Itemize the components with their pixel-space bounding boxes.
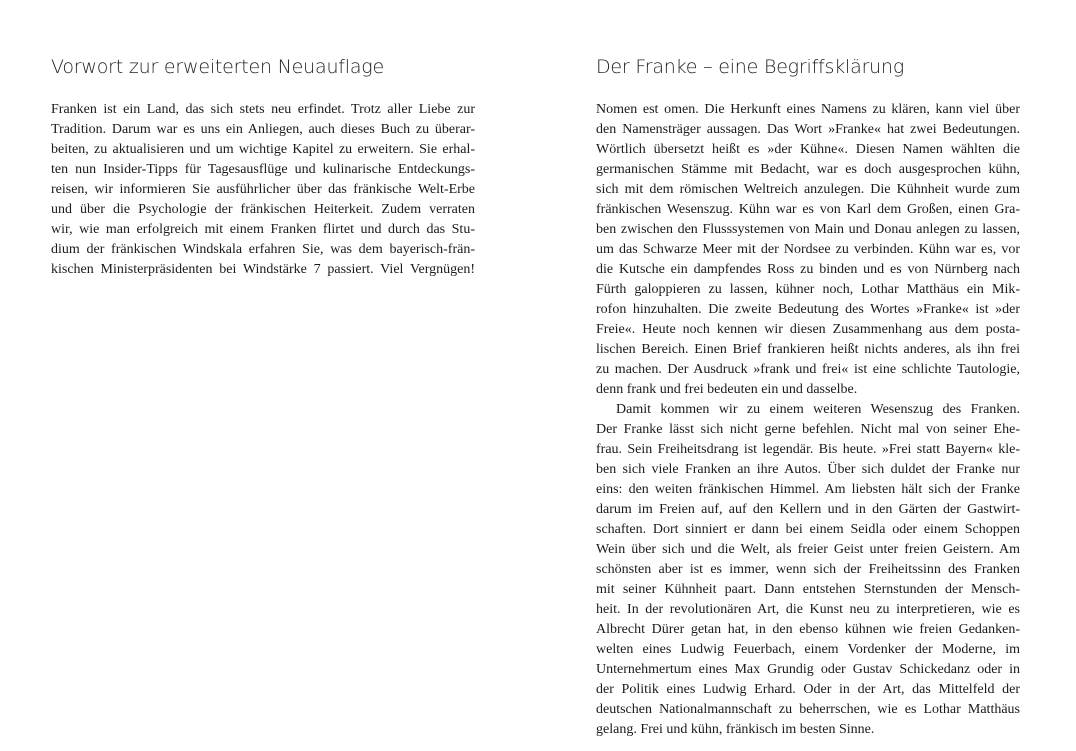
left-page-body: [51, 100, 475, 280]
text-line: germanischen Stämme mit Bedacht, war es doch ausgesprochen kühn,: [596, 162, 1020, 177]
paragraph: [51, 100, 475, 280]
text-line: Albrecht Dürer getan hat, in den ebenso kühnen wie freien Gedanken-: [596, 622, 1020, 637]
paragraph: [596, 100, 1020, 400]
text-line: schaften. Dort sinniert er dann bei einem Seidla oder einem Schoppen: [596, 522, 1020, 537]
text-line: denn frank und frei bedeuten ein und dasselbe.: [596, 382, 858, 397]
text-line: gelang. Frei und kühn, fränkisch im besten Sinne.: [596, 722, 875, 737]
text-line: darum im Freien auf, auf den Kellern und in den Gärten der Gastwirt-: [596, 502, 1020, 517]
right-page-heading: Der Franke – eine Begriffsklärung: [596, 56, 905, 78]
text-line: kischen Ministerpräsidenten bei Windstärke 7 passiert. Viel Vergnügen!: [51, 262, 475, 277]
text-line: fränkischen Wesenszug. Kühn war es von Karl dem Großen, einen Gra-: [596, 202, 1020, 217]
text-line: wir, wie man erfolgreich mit einem Franken flirtet und durch das Stu-: [51, 222, 475, 237]
text-line: Damit kommen wir zu einem weiteren Wesenszug des Franken.: [616, 402, 1020, 417]
text-line: schönsten aber ist es immer, wenn sich der Freiheitssinn des Franken: [596, 562, 1020, 577]
paragraph: [596, 400, 1020, 740]
text-line: Wörtlich übersetzt heißt es »der Kühne«. Diesen Namen wählten die: [596, 142, 1020, 157]
text-line: Freie«. Heute noch kennen wir diesen Zusammenhang aus dem posta-: [596, 322, 1020, 337]
left-page-heading: Vorwort zur erweiterten Neuauflage: [51, 56, 385, 78]
text-line: welten eines Ludwig Feuerbach, einem Vordenker der Moderne, im: [596, 642, 1020, 657]
text-line: beiten, zu aktualisieren und um wichtige Kapitel zu erweitern. Sie erhal-: [51, 142, 475, 157]
text-line: die Kutsche ein dampfendes Ross zu binden und es von Nürnberg nach: [596, 262, 1020, 277]
text-line: ben zwischen den Flusssystemen von Main und Donau anlegen zu lassen,: [596, 222, 1020, 237]
text-line: den Namensträger aussagen. Das Wort »Franke« hat zwei Bedeutungen.: [596, 122, 1020, 137]
right-page-body: [596, 100, 1020, 740]
text-line: frau. Sein Freiheitsdrang ist legendär. Bis heute. »Frei statt Bayern« kle-: [596, 442, 1020, 457]
text-line: um das Schwarze Meer mit der Nordsee zu verbinden. Kühn war es, vor: [596, 242, 1020, 257]
text-line: Franken ist ein Land, das sich stets neu erfindet. Trotz aller Liebe zur: [51, 102, 475, 117]
text-line: deutschen Nationalmannschaft zu beherrschen, wie es Lothar Matthäus: [596, 702, 1020, 717]
text-line: heit. In der revolutionären Art, die Kunst neu zu interpretieren, wie es: [596, 602, 1020, 617]
text-line: reisen, wir informieren Sie ausführlicher über das fränkische Welt-Erbe: [51, 182, 475, 197]
text-line: Nomen est omen. Die Herkunft eines Namens zu klären, kann viel über: [596, 102, 1020, 117]
text-line: sich mit dem römischen Weltreich anzulegen. Die Kühnheit wurde zum: [596, 182, 1020, 197]
text-line: ben sich viele Franken an ihre Autos. Über sich duldet der Franke nur: [596, 462, 1020, 477]
text-line: Fürth galoppieren zu lassen, kühner noch, Lothar Matthäus ein Mik-: [596, 282, 1020, 297]
text-line: lischen Bereich. Einen Brief frankieren heißt nichts anderes, als ihn frei: [596, 342, 1020, 357]
text-line: eins: den weiten fränkischen Himmel. Am liebsten hält sich der Franke: [596, 482, 1020, 497]
text-line: mit seiner Kühnheit paart. Dann entstehen Sternstunden der Mensch-: [596, 582, 1020, 597]
text-line: der Politik eines Ludwig Erhard. Oder in der Art, das Mittelfeld der: [596, 682, 1020, 697]
text-line: dium der fränkischen Windskala erfahren Sie, was dem bayerisch-frän-: [51, 242, 475, 257]
text-line: Wein über sich und die Welt, als freier Geist unter freien Geistern. Am: [596, 542, 1020, 557]
text-line: zu machen. Der Ausdruck »frank und frei« ist eine schlichte Tautologie,: [596, 362, 1020, 377]
text-line: und über die Psychologie der fränkischen Heiterkeit. Zudem verraten: [51, 202, 475, 217]
text-line: Unternehmertum eines Max Grundig oder Gustav Schickedanz oder in: [596, 662, 1020, 677]
text-line: Tradition. Darum war es uns ein Anliegen, auch dieses Buch zu überar-: [51, 122, 475, 137]
text-line: Der Franke lässt sich nicht gerne befehlen. Nicht mal von seiner Ehe-: [596, 422, 1020, 437]
text-line: ten nun Insider-Tipps für Tagesausflüge und kulinarische Entdeckungs-: [51, 162, 475, 177]
text-line: rofon hinzuhalten. Die zweite Bedeutung des Wortes »Franke« ist »der: [596, 302, 1020, 317]
